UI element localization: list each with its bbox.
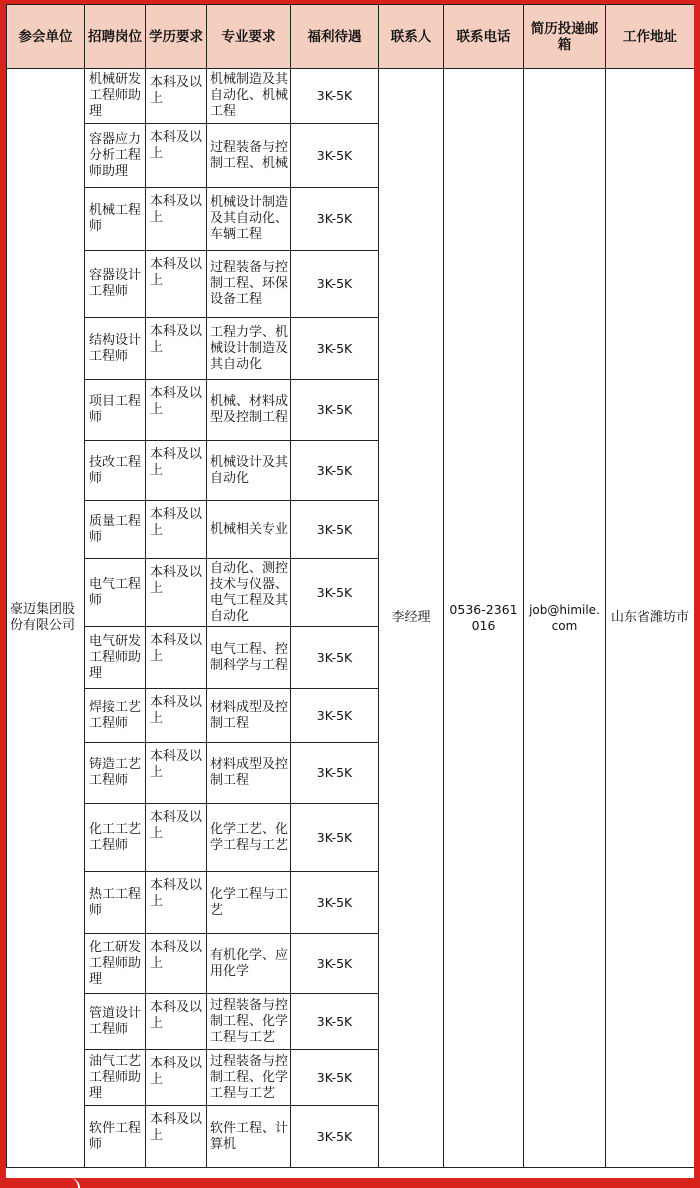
education-cell: 本科及以上 — [146, 872, 207, 934]
education-cell: 本科及以上 — [146, 743, 207, 804]
position-cell: 化工工艺工程师 — [85, 804, 146, 872]
recruitment-table — [6, 4, 694, 1168]
position-cell: 容器设计工程师 — [85, 251, 146, 318]
position-cell: 机械工程师 — [85, 188, 146, 251]
salary-cell: 3K-5K — [291, 1106, 379, 1168]
position-cell: 化工研发工程师助理 — [85, 934, 146, 994]
major-cell: 材料成型及控制工程 — [207, 689, 291, 743]
address-cell: 山东省潍坊市 — [606, 69, 695, 1168]
education-cell: 本科及以上 — [146, 804, 207, 872]
salary-cell: 3K-5K — [291, 380, 379, 441]
header-position: 招聘岗位 — [85, 5, 146, 69]
header-education: 学历要求 — [146, 5, 207, 69]
salary-cell: 3K-5K — [291, 689, 379, 743]
position-cell: 油气工艺工程师助理 — [85, 1050, 146, 1106]
position-cell: 容器应力分析工程师助理 — [85, 124, 146, 188]
table-row — [7, 69, 695, 124]
position-cell: 热工工程师 — [85, 872, 146, 934]
position-cell: 项目工程师 — [85, 380, 146, 441]
position-cell: 质量工程师 — [85, 501, 146, 559]
major-cell: 化学工艺、化学工程与工艺 — [207, 804, 291, 872]
education-cell: 本科及以上 — [146, 627, 207, 689]
salary-cell: 3K-5K — [291, 627, 379, 689]
phone-cell: 0536-2361016 — [444, 69, 524, 1168]
major-cell: 机械设计及其自动化 — [207, 441, 291, 501]
document-frame — [6, 4, 694, 1178]
education-cell: 本科及以上 — [146, 501, 207, 559]
education-cell: 本科及以上 — [146, 251, 207, 318]
major-cell: 自动化、测控技术与仪器、电气工程及其自动化 — [207, 559, 291, 627]
salary-cell: 3K-5K — [291, 69, 379, 124]
major-cell: 化学工程与工艺 — [207, 872, 291, 934]
header-phone: 联系电话 — [444, 5, 524, 69]
table-body — [7, 69, 695, 1168]
decorative-corner-mark — [68, 1178, 80, 1188]
major-cell: 工程力学、机械设计制造及其自动化 — [207, 318, 291, 380]
header-salary: 福利待遇 — [291, 5, 379, 69]
major-cell: 机械设计制造及其自动化、车辆工程 — [207, 188, 291, 251]
salary-cell: 3K-5K — [291, 251, 379, 318]
major-cell: 机械制造及其自动化、机械工程 — [207, 69, 291, 124]
salary-cell: 3K-5K — [291, 318, 379, 380]
education-cell: 本科及以上 — [146, 559, 207, 627]
header-address: 工作地址 — [606, 5, 695, 69]
salary-cell: 3K-5K — [291, 441, 379, 501]
major-cell: 电气工程、控制科学与工程 — [207, 627, 291, 689]
education-cell: 本科及以上 — [146, 318, 207, 380]
position-cell: 技改工程师 — [85, 441, 146, 501]
header-email: 简历投递邮箱 — [524, 5, 606, 69]
header-contact: 联系人 — [379, 5, 444, 69]
position-cell: 铸造工艺工程师 — [85, 743, 146, 804]
major-cell: 有机化学、应用化学 — [207, 934, 291, 994]
education-cell: 本科及以上 — [146, 380, 207, 441]
education-cell: 本科及以上 — [146, 188, 207, 251]
major-cell: 过程装备与控制工程、化学工程与工艺 — [207, 1050, 291, 1106]
education-cell: 本科及以上 — [146, 934, 207, 994]
salary-cell: 3K-5K — [291, 804, 379, 872]
position-cell: 软件工程师 — [85, 1106, 146, 1168]
header-major: 专业要求 — [207, 5, 291, 69]
major-cell: 材料成型及控制工程 — [207, 743, 291, 804]
contact-cell: 李经理 — [379, 69, 444, 1168]
major-cell: 机械相关专业 — [207, 501, 291, 559]
position-cell: 管道设计工程师 — [85, 994, 146, 1050]
major-cell: 过程装备与控制工程、环保设备工程 — [207, 251, 291, 318]
header-row — [7, 5, 695, 69]
major-cell: 过程装备与控制工程、化学工程与工艺 — [207, 994, 291, 1050]
education-cell: 本科及以上 — [146, 69, 207, 124]
salary-cell: 3K-5K — [291, 501, 379, 559]
major-cell: 过程装备与控制工程、机械 — [207, 124, 291, 188]
position-cell: 机械研发工程师助理 — [85, 69, 146, 124]
salary-cell: 3K-5K — [291, 934, 379, 994]
salary-cell: 3K-5K — [291, 872, 379, 934]
position-cell: 电气研发工程师助理 — [85, 627, 146, 689]
salary-cell: 3K-5K — [291, 124, 379, 188]
position-cell: 结构设计工程师 — [85, 318, 146, 380]
salary-cell: 3K-5K — [291, 994, 379, 1050]
salary-cell: 3K-5K — [291, 1050, 379, 1106]
salary-cell: 3K-5K — [291, 559, 379, 627]
major-cell: 机械、材料成型及控制工程 — [207, 380, 291, 441]
header-company: 参会单位 — [7, 5, 85, 69]
education-cell: 本科及以上 — [146, 994, 207, 1050]
education-cell: 本科及以上 — [146, 124, 207, 188]
education-cell: 本科及以上 — [146, 1050, 207, 1106]
position-cell: 电气工程师 — [85, 559, 146, 627]
company-cell: 豪迈集团股份有限公司 — [7, 69, 85, 1168]
major-cell: 软件工程、计算机 — [207, 1106, 291, 1168]
education-cell: 本科及以上 — [146, 441, 207, 501]
salary-cell: 3K-5K — [291, 188, 379, 251]
position-cell: 焊接工艺工程师 — [85, 689, 146, 743]
salary-cell: 3K-5K — [291, 743, 379, 804]
education-cell: 本科及以上 — [146, 689, 207, 743]
education-cell: 本科及以上 — [146, 1106, 207, 1168]
email-cell: job@himile.com — [524, 69, 606, 1168]
